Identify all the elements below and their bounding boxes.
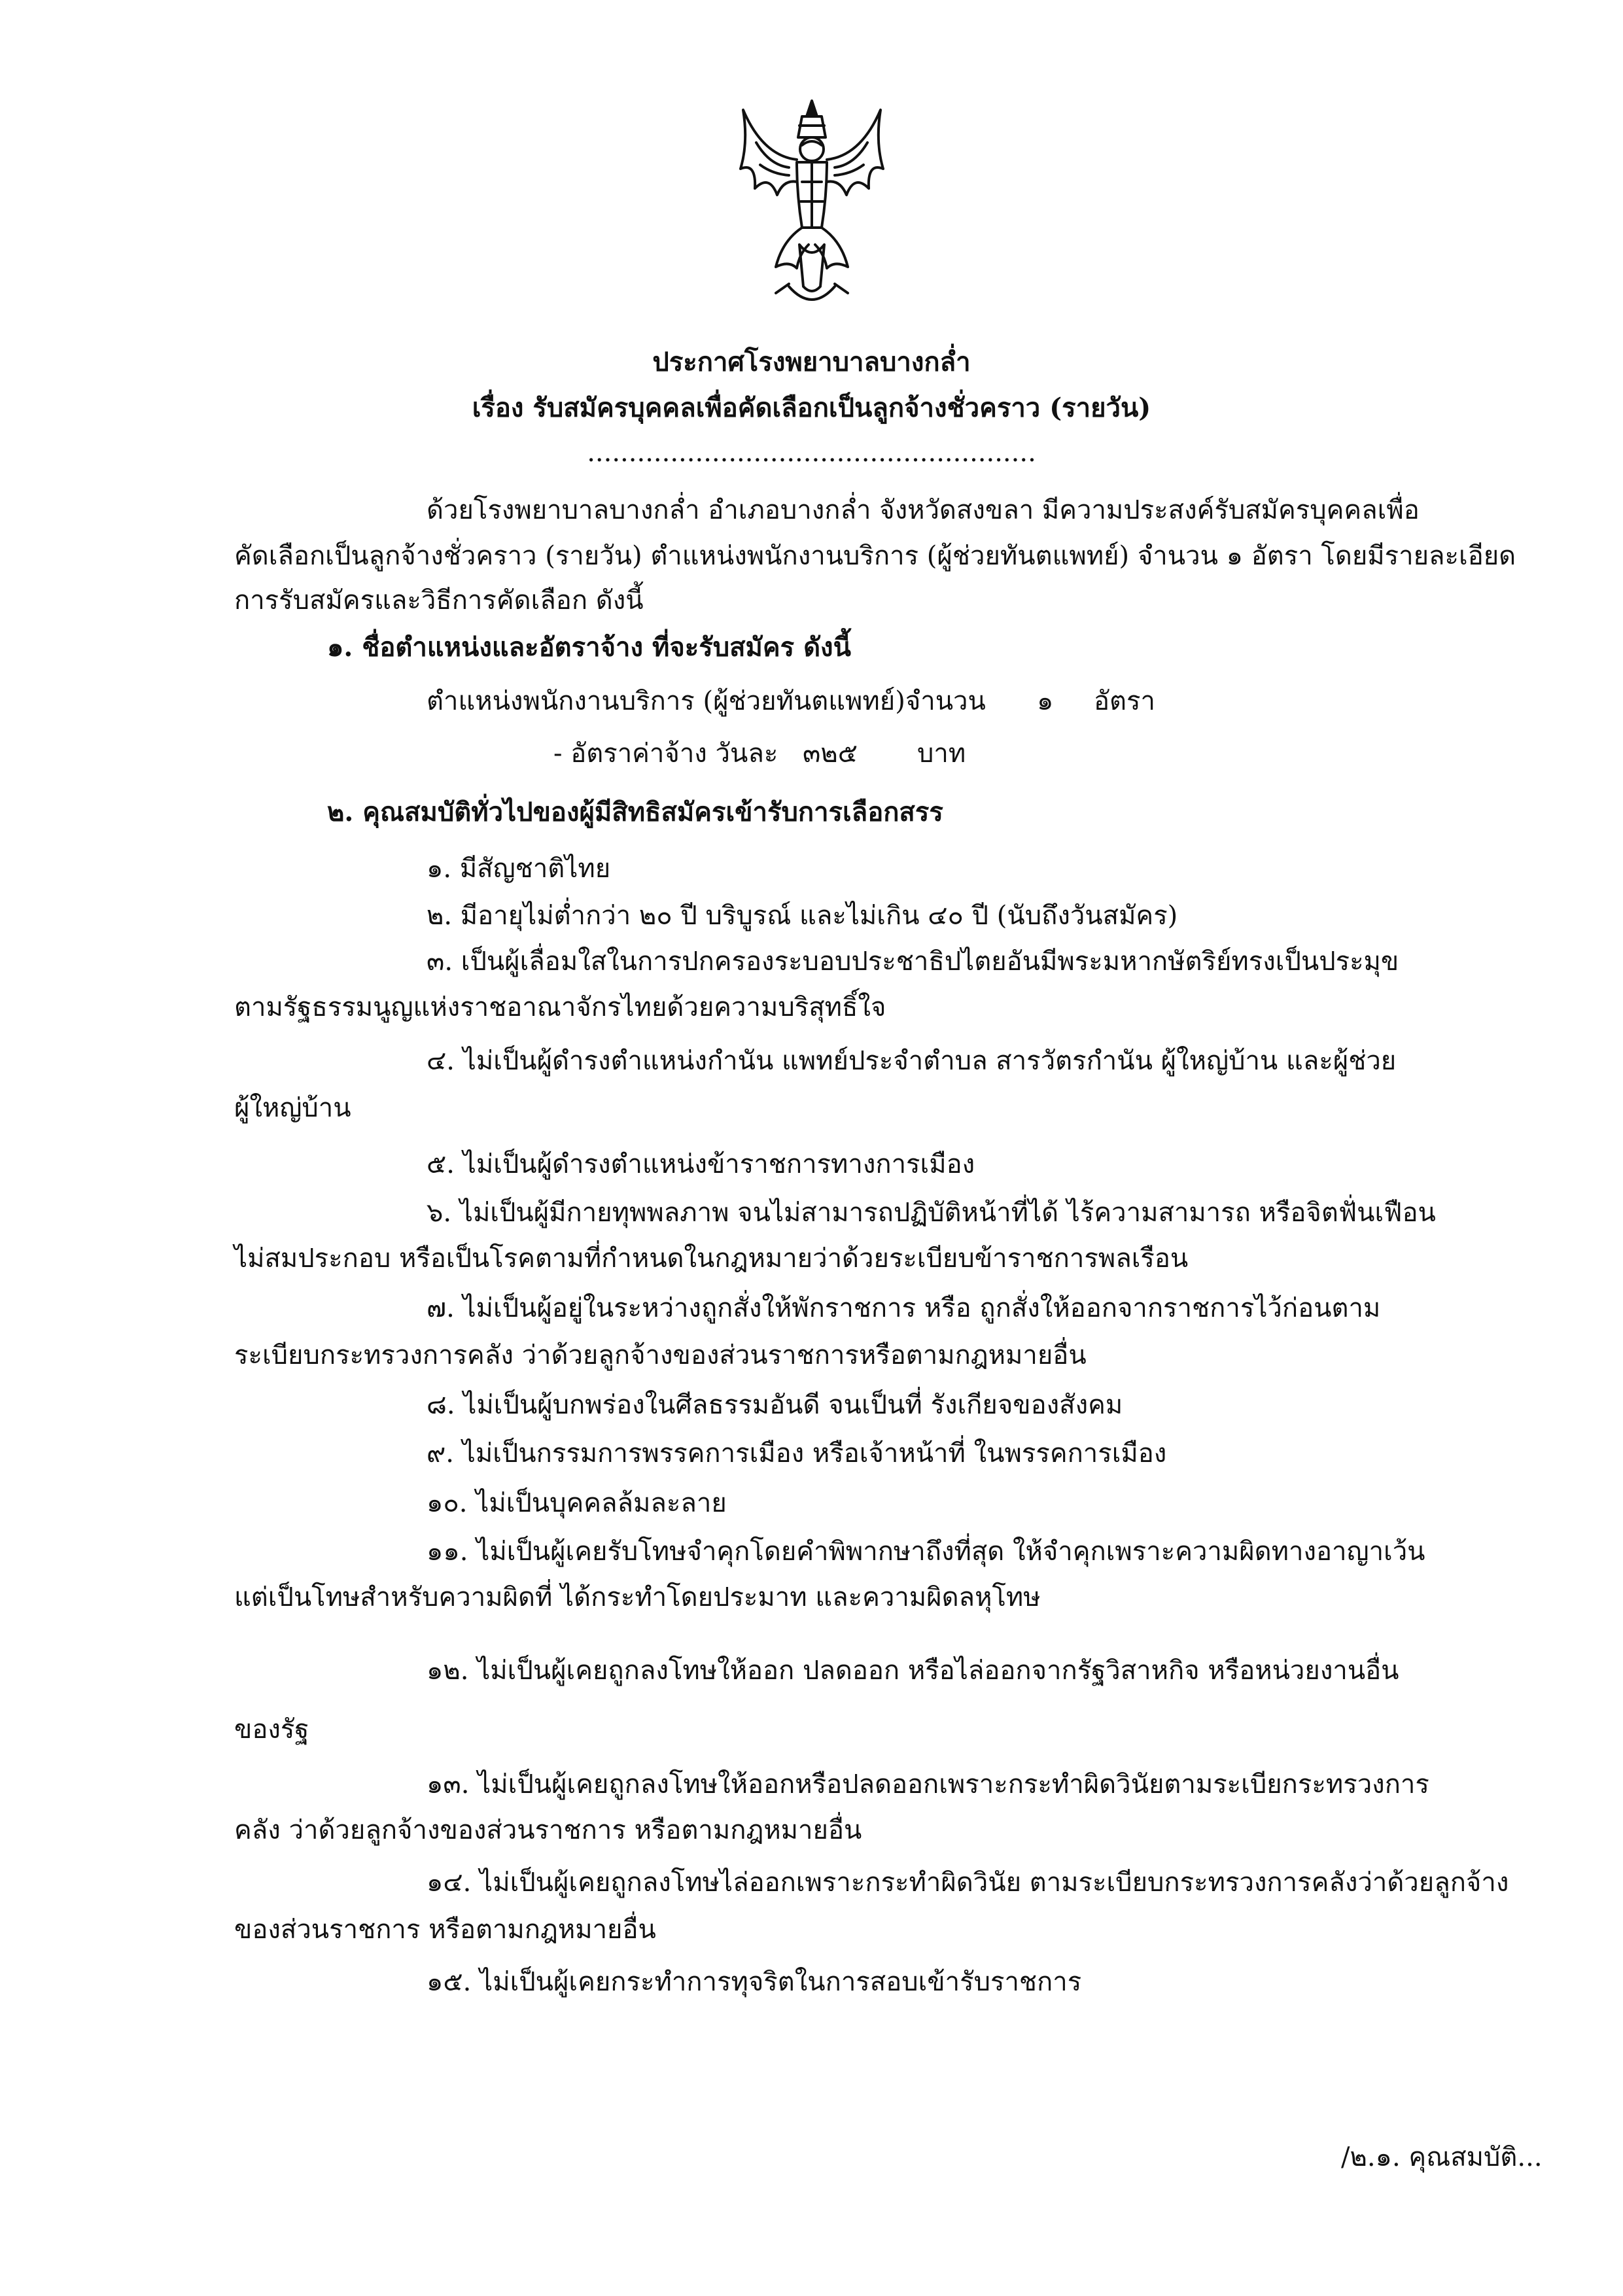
qualification-item: ๑๔. ไม่เป็นผู้เคยถูกลงโทษไล่ออกเพราะกระทำผิดวินัย ตามระเบียบกระทรวงการคลังว่าด้วยลูกจ้าง [427,1868,1509,1898]
section2-heading: ๒. คุณสมบัติทั่วไปของผู้มีสิทธิสมัครเข้ารับการเลือกสรร [327,797,943,827]
qualification-item: ๑๓. ไม่เป็นผู้เคยถูกลงโทษให้ออกหรือปลดออกเพราะกระทำผิดวินัยตามระเบียกระทรวงการ [427,1769,1429,1800]
qualification-item: ๗. ไม่เป็นผู้อยู่ในระหว่างถูกสั่งให้พักราชการ หรือ ถูกสั่งให้ออกจากราชการไว้ก่อนตาม [427,1293,1381,1323]
qualification-item: ๑๕. ไม่เป็นผู้เคยกระทำการทุจริตในการสอบเข้ารับราชการ [427,1967,1082,1997]
qualification-item: ๒. มีอายุไม่ต่ำกว่า ๒๐ ปี บริบูรณ์ และไม่เกิน ๔๐ ปี (นับถึงวันสมัคร) [427,901,1178,931]
section1-heading: ๑. ชื่อตำแหน่งและอัตราจ้าง ที่จะรับสมัคร ดังนี้ [327,632,851,663]
qualification-item: ๕. ไม่เป็นผู้ดำรงตำแหน่งข้าราชการทางการเมือง [427,1149,975,1179]
intro-line-3: การรับสมัครและวิธีการคัดเลือก ดังนี้ [234,585,644,616]
qualification-item: ๓. เป็นผู้เลื่อมใสในการปกครองระบอบประชาธิปไตยอันมีพระมหากษัตริย์ทรงเป็นประมุข [427,947,1399,977]
qualification-item: ๑. มีสัญชาติไทย [427,854,611,884]
page-subject: เรื่อง รับสมัครบุคคลเพื่อคัดเลือกเป็นลูกจ้างชั่วคราว (รายวัน) [472,392,1151,423]
qualification-item-cont: คลัง ว่าด้วยลูกจ้างของส่วนราชการ หรือตามกฎหมายอื่น [234,1815,862,1845]
qualification-item: ๔. ไม่เป็นผู้ดำรงตำแหน่งกำนัน แพทย์ประจำตำบล สารวัตรกำนัน ผู้ใหญ่บ้าน และผู้ช่วย [427,1046,1397,1076]
garuda-emblem-icon [737,97,887,313]
wage-amount: ๓๒๕ [803,739,858,769]
qualification-item-cont: ผู้ใหญ่บ้าน [234,1093,351,1123]
intro-line-1: ด้วยโรงพยาบาลบางกล่ำ อำเภอบางกล่ำ จังหวัดสงขลา มีความประสงค์รับสมัครบุคคลเพื่อ [427,495,1420,525]
intro-line-2: คัดเลือกเป็นลูกจ้างชั่วคราว (รายวัน) ตำแหน่งพนักงานบริการ (ผู้ช่วยทันตแพทย์) จำนวน ๑ อัตรา โดยมีรายละเอียด [234,541,1516,571]
qualification-item-cont: ของส่วนราชการ หรือตามกฎหมายอื่น [234,1915,656,1945]
wage-unit: บาท [917,739,966,769]
qualification-item: ๑๑. ไม่เป็นผู้เคยรับโทษจำคุกโดยคำพิพากษาถึงที่สุด ให้จำคุกเพราะความผิดทางอาญาเว้น [427,1537,1425,1567]
continuation-note: /๒.๑. คุณสมบัติ... [1341,2142,1543,2172]
wage-label: - อัตราค่าจ้าง วันละ [553,739,778,769]
qualification-item: ๑๒. ไม่เป็นผู้เคยถูกลงโทษให้ออก ปลดออก หรือไล่ออกจากรัฐวิสาหกิจ หรือหน่วยงานอื่น [427,1656,1399,1686]
qualification-item-cont: ระเบียบกระทรวงการคลัง ว่าด้วยลูกจ้างของส่วนราชการหรือตามกฎหมายอื่น [234,1340,1087,1370]
page-title: ประกาศโรงพยาบาลบางกล่ำ [652,347,971,377]
qualification-item-cont: ไม่สมประกอบ หรือเป็นโรคตามที่กำหนดในกฎหมายว่าด้วยระเบียบข้าราชการพลเรือน [234,1244,1189,1274]
qualification-item: ๑๐. ไม่เป็นบุคคลล้มละลาย [427,1488,727,1518]
qualification-item: ๖. ไม่เป็นผู้มีกายทุพพลภาพ จนไม่สามารถปฏิบัติหน้าที่ได้ ไร้ความสามารถ หรือจิตฟั่นเฟือน [427,1198,1436,1228]
position-count: ๑ [1037,686,1054,716]
qualification-item: ๘. ไม่เป็นผู้บกพร่องในศีลธรรมอันดี จนเป็นที่ รังเกียจของสังคม [427,1390,1123,1420]
qualification-item-cont: ตามรัฐธรรมนูญแห่งราชอาณาจักรไทยด้วยความบริสุทธิ์ใจ [234,992,886,1022]
qualification-item-cont: แต่เป็นโทษสำหรับความผิดที่ ได้กระทำโดยประมาท และความผิดลหุโทษ [234,1582,1041,1612]
title-divider: ...................................................... [587,438,1036,468]
qualification-item-cont: ของรัฐ [234,1714,309,1745]
qualification-item: ๙. ไม่เป็นกรรมการพรรคการเมือง หรือเจ้าหน้าที่ ในพรรคการเมือง [427,1438,1167,1469]
position-count-unit: อัตรา [1094,686,1155,716]
position-name: ตำแหน่งพนักงานบริการ (ผู้ช่วยทันตแพทย์)จำนวน [427,686,986,716]
